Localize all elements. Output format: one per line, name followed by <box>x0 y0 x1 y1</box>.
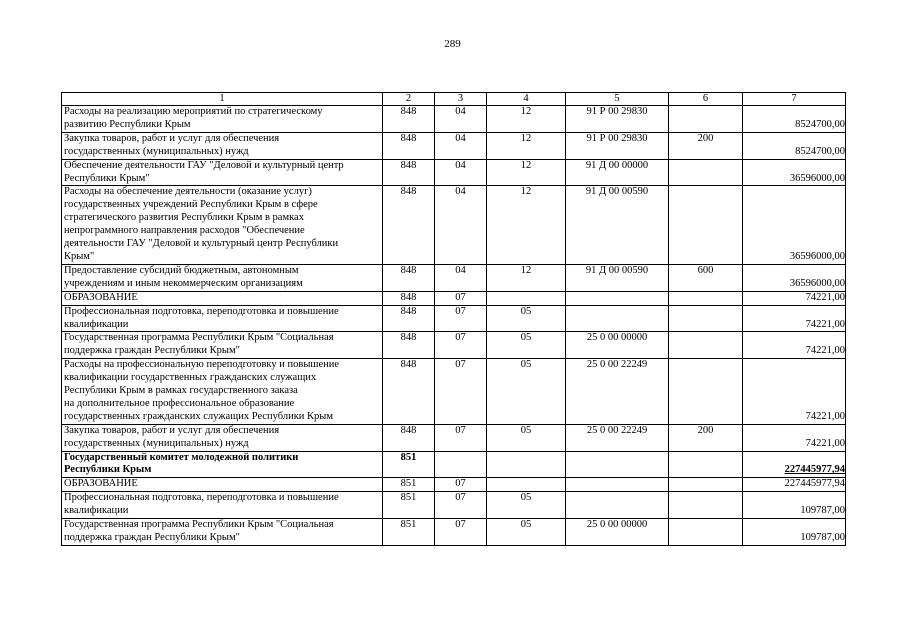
row-razdel-cell: 07 <box>435 478 487 492</box>
row-csr-cell: 91 Р 00 29830 <box>566 106 669 133</box>
row-name-cell: Государственная программа Республики Крым "Социальная поддержка граждан Республики Крым" <box>62 519 383 546</box>
row-name-cell: Профессиональная подготовка, переподготовка и повышение квалификации <box>62 492 383 519</box>
row-csr-cell <box>566 291 669 305</box>
row-podrazdel-cell <box>487 451 566 478</box>
row-csr-cell: 25 0 00 22249 <box>566 424 669 451</box>
row-amount-cell: 227445977,94 <box>743 451 846 478</box>
row-amount-cell: 74221,00 <box>743 359 846 425</box>
row-amount-cell: 36596000,00 <box>743 264 846 291</box>
row-amount-cell: 8524700,00 <box>743 106 846 133</box>
table-row <box>62 291 846 305</box>
row-vedomstvo-cell: 848 <box>383 186 435 264</box>
row-name-cell: ОБРАЗОВАНИЕ <box>62 291 383 305</box>
row-vedomstvo-cell: 848 <box>383 159 435 186</box>
header-cell-csr: 5 <box>566 93 669 106</box>
row-csr-cell: 25 0 00 22249 <box>566 359 669 425</box>
row-razdel-cell: 07 <box>435 492 487 519</box>
row-razdel-cell: 07 <box>435 332 487 359</box>
row-vedomstvo-cell: 848 <box>383 264 435 291</box>
row-vr-cell <box>669 291 743 305</box>
table-header-row <box>62 93 846 106</box>
row-vedomstvo-cell: 848 <box>383 424 435 451</box>
row-vedomstvo-cell: 851 <box>383 492 435 519</box>
table-row <box>62 305 846 332</box>
row-csr-cell: 91 Д 00 00590 <box>566 264 669 291</box>
row-vedomstvo-cell: 848 <box>383 359 435 425</box>
row-vr-cell <box>669 332 743 359</box>
row-podrazdel-cell: 05 <box>487 424 566 451</box>
row-amount-cell: 36596000,00 <box>743 159 846 186</box>
table-row <box>62 478 846 492</box>
header-cell-amount: 7 <box>743 93 846 106</box>
row-amount-cell: 109787,00 <box>743 492 846 519</box>
header-cell-vr: 6 <box>669 93 743 106</box>
row-vedomstvo-cell: 848 <box>383 305 435 332</box>
table-row <box>62 132 846 159</box>
row-podrazdel-cell: 12 <box>487 132 566 159</box>
row-vedomstvo-cell: 848 <box>383 291 435 305</box>
row-name-cell: Государственная программа Республики Крым "Социальная поддержка граждан Республики Крым" <box>62 332 383 359</box>
row-name-cell: Расходы на реализацию мероприятий по стратегическому развитию Республики Крым <box>62 106 383 133</box>
row-podrazdel-cell: 12 <box>487 106 566 133</box>
row-razdel-cell: 04 <box>435 186 487 264</box>
row-vr-cell <box>669 359 743 425</box>
row-podrazdel-cell <box>487 478 566 492</box>
row-csr-cell <box>566 451 669 478</box>
row-amount-cell: 36596000,00 <box>743 186 846 264</box>
table-row <box>62 106 846 133</box>
row-csr-cell <box>566 305 669 332</box>
table-row <box>62 359 846 425</box>
row-name-cell: Расходы на профессиональную переподготовку и повышение квалификации государственных гражданских служащих Республики Крым в рамках государственного заказа на дополнительное профессиональное образование государственных гражданских служащих Республики Крым <box>62 359 383 425</box>
header-cell-podrazdel: 4 <box>487 93 566 106</box>
row-podrazdel-cell: 12 <box>487 186 566 264</box>
row-vr-cell <box>669 159 743 186</box>
table-row <box>62 159 846 186</box>
row-csr-cell: 91 Д 00 00000 <box>566 159 669 186</box>
row-amount-cell: 109787,00 <box>743 519 846 546</box>
row-amount-cell: 74221,00 <box>743 305 846 332</box>
row-amount-cell: 227445977,94 <box>743 478 846 492</box>
row-amount-cell: 8524700,00 <box>743 132 846 159</box>
row-podrazdel-cell: 05 <box>487 332 566 359</box>
row-name-cell: Закупка товаров, работ и услуг для обеспечения государственных (муниципальных) нужд <box>62 424 383 451</box>
row-amount-cell: 74221,00 <box>743 291 846 305</box>
row-vr-cell <box>669 492 743 519</box>
row-amount-cell: 74221,00 <box>743 332 846 359</box>
row-vr-cell: 200 <box>669 132 743 159</box>
row-vr-cell: 600 <box>669 264 743 291</box>
row-vr-cell <box>669 519 743 546</box>
table-row <box>62 451 846 478</box>
table-row <box>62 519 846 546</box>
page-number: 289 <box>444 38 461 50</box>
header-cell-razdel: 3 <box>435 93 487 106</box>
row-name-cell: Предоставление субсидий бюджетным, автономным учреждениям и иным некоммерческим организациям <box>62 264 383 291</box>
row-vedomstvo-cell: 848 <box>383 132 435 159</box>
row-razdel-cell: 04 <box>435 106 487 133</box>
budget-table-body <box>62 93 846 546</box>
row-podrazdel-cell <box>487 291 566 305</box>
row-razdel-cell: 07 <box>435 359 487 425</box>
row-razdel-cell: 07 <box>435 519 487 546</box>
table-row <box>62 332 846 359</box>
table-row <box>62 264 846 291</box>
row-razdel-cell: 07 <box>435 291 487 305</box>
row-csr-cell: 25 0 00 00000 <box>566 519 669 546</box>
row-vedomstvo-cell: 851 <box>383 519 435 546</box>
row-vedomstvo-cell: 851 <box>383 478 435 492</box>
row-vedomstvo-cell: 848 <box>383 332 435 359</box>
row-name-cell: Профессиональная подготовка, переподготовка и повышение квалификации <box>62 305 383 332</box>
row-name-cell: Расходы на обеспечение деятельности (оказание услуг) государственных учреждений Республики Крым в сфере стратегического развития Республики Крым в рамках непрограммного направления расходов "Обеспечение деятельности ГАУ "Деловой и культурный центр Республики Крым" <box>62 186 383 264</box>
row-podrazdel-cell: 05 <box>487 359 566 425</box>
row-vr-cell <box>669 451 743 478</box>
row-razdel-cell: 04 <box>435 264 487 291</box>
row-podrazdel-cell: 05 <box>487 492 566 519</box>
row-name-cell: ОБРАЗОВАНИЕ <box>62 478 383 492</box>
row-csr-cell: 91 Р 00 29830 <box>566 132 669 159</box>
row-vr-cell <box>669 186 743 264</box>
row-vedomstvo-cell: 851 <box>383 451 435 478</box>
row-amount-cell: 74221,00 <box>743 424 846 451</box>
row-name-cell: Государственный комитет молодежной политики Республики Крым <box>62 451 383 478</box>
header-cell-name: 1 <box>62 93 383 106</box>
table-row <box>62 186 846 264</box>
header-cell-vedomstvo: 2 <box>383 93 435 106</box>
row-razdel-cell: 07 <box>435 305 487 332</box>
row-csr-cell <box>566 478 669 492</box>
row-razdel-cell <box>435 451 487 478</box>
row-name-cell: Закупка товаров, работ и услуг для обеспечения государственных (муниципальных) нужд <box>62 132 383 159</box>
table-row <box>62 492 846 519</box>
row-csr-cell: 25 0 00 00000 <box>566 332 669 359</box>
row-vr-cell <box>669 305 743 332</box>
row-podrazdel-cell: 12 <box>487 264 566 291</box>
row-csr-cell <box>566 492 669 519</box>
row-podrazdel-cell: 05 <box>487 305 566 332</box>
row-vedomstvo-cell: 848 <box>383 106 435 133</box>
row-name-cell: Обеспечение деятельности ГАУ "Деловой и культурный центр Республики Крым" <box>62 159 383 186</box>
row-podrazdel-cell: 05 <box>487 519 566 546</box>
row-vr-cell <box>669 106 743 133</box>
row-razdel-cell: 04 <box>435 159 487 186</box>
row-csr-cell: 91 Д 00 00590 <box>566 186 669 264</box>
row-razdel-cell: 07 <box>435 424 487 451</box>
row-vr-cell <box>669 478 743 492</box>
budget-table <box>61 92 846 546</box>
row-podrazdel-cell: 12 <box>487 159 566 186</box>
row-vr-cell: 200 <box>669 424 743 451</box>
row-razdel-cell: 04 <box>435 132 487 159</box>
table-row <box>62 424 846 451</box>
